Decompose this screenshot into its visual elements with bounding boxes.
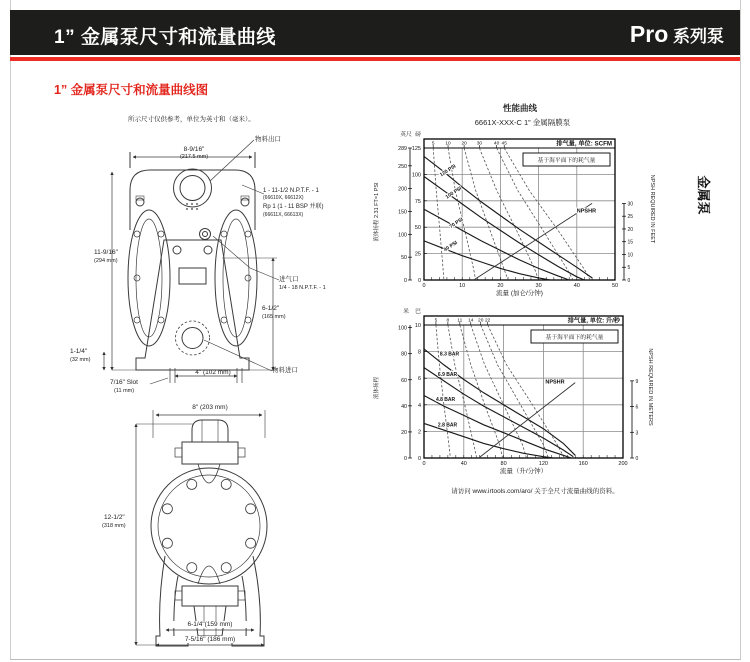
svg-text:80: 80: [500, 461, 507, 467]
side-height-mm: (318 mm): [102, 523, 126, 529]
svg-text:0: 0: [635, 456, 639, 462]
svg-text:0: 0: [404, 456, 407, 462]
svg-text:100: 100: [398, 325, 407, 332]
header-accent-bar: [10, 57, 740, 61]
front-height-in: 11-9/16": [94, 249, 118, 256]
svg-text:30: 30: [627, 201, 634, 208]
svg-text:2.8 BAR: 2.8 BAR: [437, 422, 458, 429]
thread-spec-1: 1 - 11-1/2 N.P.T.F. - 1: [263, 188, 319, 194]
svg-text:5: 5: [627, 265, 631, 272]
svg-text:巴: 巴: [415, 309, 421, 315]
chart-bottom-y-axis-title: 液体扬程: [374, 377, 380, 400]
svg-text:20: 20: [461, 141, 467, 147]
svg-text:NPSHR: NPSHR: [545, 379, 565, 386]
svg-text:30: 30: [535, 283, 542, 289]
thread-models-2: (66611X, 66613X): [263, 212, 304, 218]
svg-text:100 PSI: 100 PSI: [444, 185, 463, 201]
svg-text:6: 6: [635, 404, 639, 411]
svg-text:英尺: 英尺: [400, 132, 412, 138]
svg-text:排气量, 单位: 升/秒: 排气量, 单位: 升/秒: [567, 317, 620, 325]
svg-text:10: 10: [627, 252, 634, 259]
front-width-mm: (217.5 mm): [179, 154, 209, 160]
svg-text:200: 200: [618, 461, 628, 467]
svg-text:0: 0: [422, 283, 426, 289]
svg-text:120: 120: [538, 461, 548, 467]
chart-top-y-axis-title: 液体扬程 2.31 FT=1 PSI: [374, 182, 380, 242]
charts-title: 性能曲线: [502, 103, 537, 113]
svg-text:40 PSI: 40 PSI: [442, 239, 459, 254]
svg-text:米: 米: [403, 309, 409, 315]
svg-text:排气量, 单位: SCFM: 排气量, 单位: SCFM: [556, 140, 612, 148]
chart-top-title: 6661X-XXX-C 1” 金属隔膜泵: [474, 118, 571, 127]
svg-text:0: 0: [627, 278, 631, 284]
section-subtitle: 1” 金属泵尺寸和流量曲线图: [54, 83, 209, 97]
svg-text:40: 40: [573, 283, 580, 289]
svg-text:流量 (加仑/分钟): 流量 (加仑/分钟): [496, 290, 543, 297]
svg-text:160: 160: [578, 461, 588, 467]
svg-text:25: 25: [414, 251, 421, 258]
front-height-mm: (294 mm): [94, 258, 118, 264]
svg-text:200: 200: [398, 186, 407, 193]
side-width: 8" (203 mm): [192, 404, 228, 411]
side-base-dim: 6-1/4"(159 mm): [165, 621, 255, 628]
front-width-in: 8-9/16": [183, 146, 205, 153]
performance-chart-lpm: [392, 296, 702, 482]
svg-text:150: 150: [398, 209, 407, 216]
header-bar: [10, 10, 740, 55]
svg-text:125: 125: [411, 146, 421, 152]
side-height-in: 12-1/2": [104, 514, 125, 521]
brand-pro: Pro: [629, 21, 669, 47]
svg-text:20: 20: [627, 226, 634, 233]
air-inlet-thread: 1/4 - 18 N.P.T.F. - 1: [279, 285, 326, 291]
material-outlet-label: 物料出口: [255, 136, 281, 143]
svg-text:8: 8: [446, 318, 450, 324]
svg-text:100: 100: [411, 172, 421, 179]
svg-text:0: 0: [404, 278, 407, 284]
svg-text:流量（升/分钟）: 流量（升/分钟）: [499, 468, 548, 475]
page-title: 1” 金属泵尺寸和流量曲线: [54, 27, 276, 48]
svg-text:25: 25: [627, 214, 634, 221]
svg-text:10: 10: [459, 283, 466, 289]
svg-text:11: 11: [457, 318, 463, 324]
svg-text:50: 50: [611, 283, 619, 289]
svg-text:6: 6: [417, 376, 421, 383]
svg-text:8: 8: [417, 349, 421, 356]
svg-text:15: 15: [627, 239, 634, 246]
svg-text:14: 14: [468, 318, 474, 324]
svg-text:22: 22: [485, 318, 491, 324]
svg-text:40: 40: [401, 403, 407, 410]
svg-text:4.8 BAR: 4.8 BAR: [435, 396, 456, 403]
svg-text:0: 0: [422, 461, 426, 467]
svg-text:0: 0: [417, 278, 421, 284]
material-inlet-label: 物料进口: [272, 367, 298, 374]
svg-text:120 PSI: 120 PSI: [439, 163, 458, 179]
svg-text:45: 45: [501, 141, 507, 147]
dim-65-mm: (165 mm): [262, 314, 286, 320]
svg-text:100: 100: [398, 232, 407, 239]
svg-text:250: 250: [398, 163, 407, 170]
svg-text:40: 40: [460, 461, 467, 467]
svg-text:289: 289: [398, 146, 407, 152]
svg-text:50: 50: [414, 225, 421, 232]
svg-text:5: 5: [431, 141, 435, 147]
chart-bottom-npsh-axis-title: NPSH REQUIRED IN METERS: [647, 348, 653, 426]
svg-text:0: 0: [417, 456, 421, 462]
dim-4in: 4" (102 mm): [195, 369, 231, 376]
svg-text:70 PSI: 70 PSI: [448, 216, 465, 230]
svg-text:5: 5: [434, 318, 438, 324]
svg-text:2: 2: [417, 429, 421, 436]
svg-text:20: 20: [478, 318, 484, 324]
svg-text:8.3 BAR: 8.3 BAR: [439, 351, 460, 358]
brand-suffix: 系列泵: [668, 27, 724, 46]
svg-text:10: 10: [414, 323, 421, 329]
thread-spec-2: Rp 1 (1 - 11 BSP 并联): [263, 204, 324, 210]
svg-text:30: 30: [476, 141, 483, 147]
svg-text:4: 4: [417, 402, 421, 409]
footer-url-note: 请访问 www.irtools.com/aro/ 关于全尺寸流量曲线的资料。: [451, 488, 619, 495]
svg-text:9: 9: [635, 378, 639, 385]
svg-text:20: 20: [497, 283, 504, 289]
dimension-note: 所示尺寸仅供参考，单位为英寸和（毫米）。: [128, 116, 255, 123]
chart-top-npsh-axis-title: NPSH REQUIRED IN FEET: [649, 174, 655, 244]
slot-mm: (11 mm): [114, 388, 135, 394]
svg-text:50: 50: [401, 255, 407, 262]
svg-text:磅: 磅: [415, 132, 421, 138]
dim-125-mm: (32 mm): [70, 357, 91, 363]
svg-text:10: 10: [445, 141, 451, 147]
front-view-lines: [104, 140, 279, 384]
pump-front-drawing: [92, 128, 338, 404]
slot-label: 7/16" Slot: [110, 379, 138, 386]
dim-125-in: 1-1/4": [70, 348, 88, 355]
air-inlet-label: 进气口: [279, 276, 299, 283]
svg-text:60: 60: [401, 377, 407, 384]
svg-text:6.9 BAR: 6.9 BAR: [437, 372, 458, 379]
side-tab-label: 金属泵: [696, 175, 711, 215]
svg-text:20: 20: [401, 429, 407, 436]
svg-text:40: 40: [493, 141, 500, 147]
svg-text:80: 80: [401, 351, 407, 358]
svg-text:基于海平面下的耗气量: 基于海平面下的耗气量: [545, 335, 604, 341]
series-name: [630, 21, 724, 48]
svg-text:基于海平面下的耗气量: 基于海平面下的耗气量: [537, 158, 596, 164]
svg-text:NPSHR: NPSHR: [576, 208, 597, 215]
svg-text:3: 3: [635, 430, 639, 437]
side-overall-dim: 7-5/16" (186 mm): [163, 636, 257, 643]
side-view-lines: [136, 410, 267, 646]
dim-65-in: 6-1/2": [262, 305, 280, 312]
thread-models-1: (66610X, 66612X): [263, 195, 304, 201]
svg-text:75: 75: [414, 198, 421, 205]
